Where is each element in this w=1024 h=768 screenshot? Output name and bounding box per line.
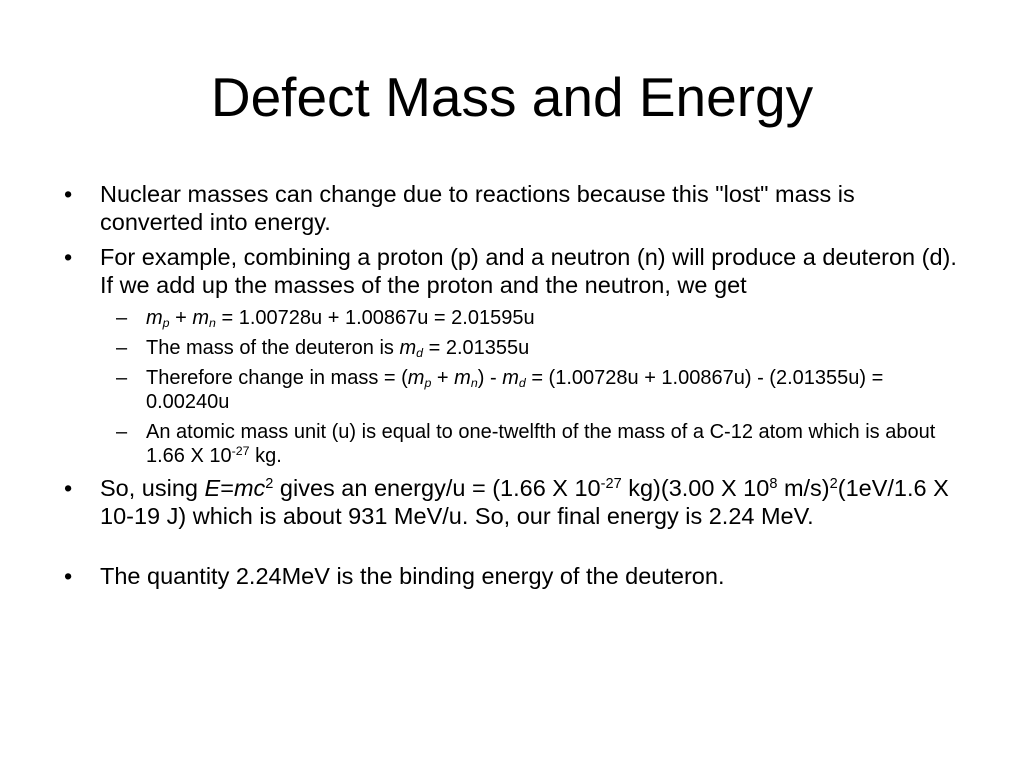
sub-bullet-text: The mass of the deuteron is bbox=[146, 337, 400, 359]
sub-bullet-text: = (1.00728u + 1.00867u) - (2.01355u) = 0.00240u bbox=[146, 367, 884, 413]
subscript-d: d bbox=[518, 376, 526, 391]
bullet-text: Nuclear masses can change due to reactions because this "lost" mass is converted into energy. bbox=[100, 181, 855, 235]
bullet-marker: • bbox=[64, 475, 73, 501]
sub-bullet-text: = 2.01355u bbox=[423, 337, 530, 359]
sub-bullet-text: An atomic mass unit (u) is equal to one-twelfth of the mass of a C-12 atom which is about 1.66 X 10 bbox=[146, 421, 936, 467]
bullet-text: (1eV/1.6 X 10-19 J) which is about 931 MeV/u. So, our final energy is 2.24 MeV. bbox=[100, 475, 949, 529]
subscript-n: n bbox=[209, 316, 216, 331]
sub-bullet-item bbox=[64, 336, 964, 360]
slide-title: Defect Mass and Energy bbox=[210, 66, 814, 128]
bullet-item bbox=[64, 243, 964, 299]
bullet-item bbox=[64, 562, 964, 590]
sub-bullet-text: Therefore change in mass = ( bbox=[146, 367, 408, 389]
subscript-p: p bbox=[424, 376, 432, 391]
bullet-text: For example, combining a proton (p) and a neutron (n) will produce a deuteron (d). If we add up the masses of the proton and the neutron, we get bbox=[100, 244, 957, 298]
symbol-m: m bbox=[146, 307, 163, 329]
symbol-E: E bbox=[204, 475, 221, 501]
subscript-d: d bbox=[416, 346, 424, 361]
dash-marker: – bbox=[116, 307, 128, 329]
bullet-marker: • bbox=[64, 563, 73, 589]
symbol-m: m bbox=[502, 367, 519, 389]
symbol-m: m bbox=[192, 307, 210, 329]
symbol-m: m bbox=[454, 367, 471, 389]
exponent: 2 bbox=[829, 476, 838, 492]
sub-bullet-text: = 1.00728u + 1.00867u = 2.01595u bbox=[215, 307, 535, 329]
sub-bullet-text: ) - bbox=[477, 367, 503, 389]
subscript-n: n bbox=[470, 376, 478, 391]
plus-sign: + bbox=[169, 307, 193, 329]
exponent: -27 bbox=[600, 476, 622, 492]
bullet-marker: • bbox=[64, 181, 73, 207]
bullet-text: So, using bbox=[100, 475, 205, 501]
equals-sign: = bbox=[220, 475, 234, 501]
sub-bullet-text: kg. bbox=[249, 445, 282, 467]
symbol-m: m bbox=[407, 367, 425, 389]
bullet-marker: • bbox=[64, 244, 73, 270]
bullet-text: kg)(3.00 X 10 bbox=[621, 475, 770, 501]
bullet-text: The quantity 2.24MeV is the binding energy of the deuteron. bbox=[100, 563, 725, 589]
subscript-p: p bbox=[162, 316, 170, 331]
sub-bullet-item bbox=[64, 420, 964, 468]
symbol-m: m bbox=[399, 337, 417, 359]
sub-bullet-item bbox=[64, 306, 964, 330]
exponent: 8 bbox=[769, 476, 778, 492]
sub-bullet-item bbox=[64, 366, 964, 414]
bullet-text: m/s) bbox=[777, 475, 830, 501]
spacer bbox=[64, 537, 964, 562]
exponent: 2 bbox=[265, 476, 274, 492]
symbol-mc: mc bbox=[233, 475, 266, 501]
slide-content bbox=[64, 180, 964, 597]
bullet-item bbox=[64, 180, 964, 236]
dash-marker: – bbox=[116, 367, 128, 389]
bullet-text: gives an energy/u = (1.66 X 10 bbox=[273, 475, 601, 501]
plus-sign: + bbox=[431, 367, 455, 389]
bullet-item bbox=[64, 474, 964, 530]
exponent: -27 bbox=[231, 444, 250, 459]
dash-marker: – bbox=[116, 421, 128, 443]
dash-marker: – bbox=[116, 337, 128, 359]
